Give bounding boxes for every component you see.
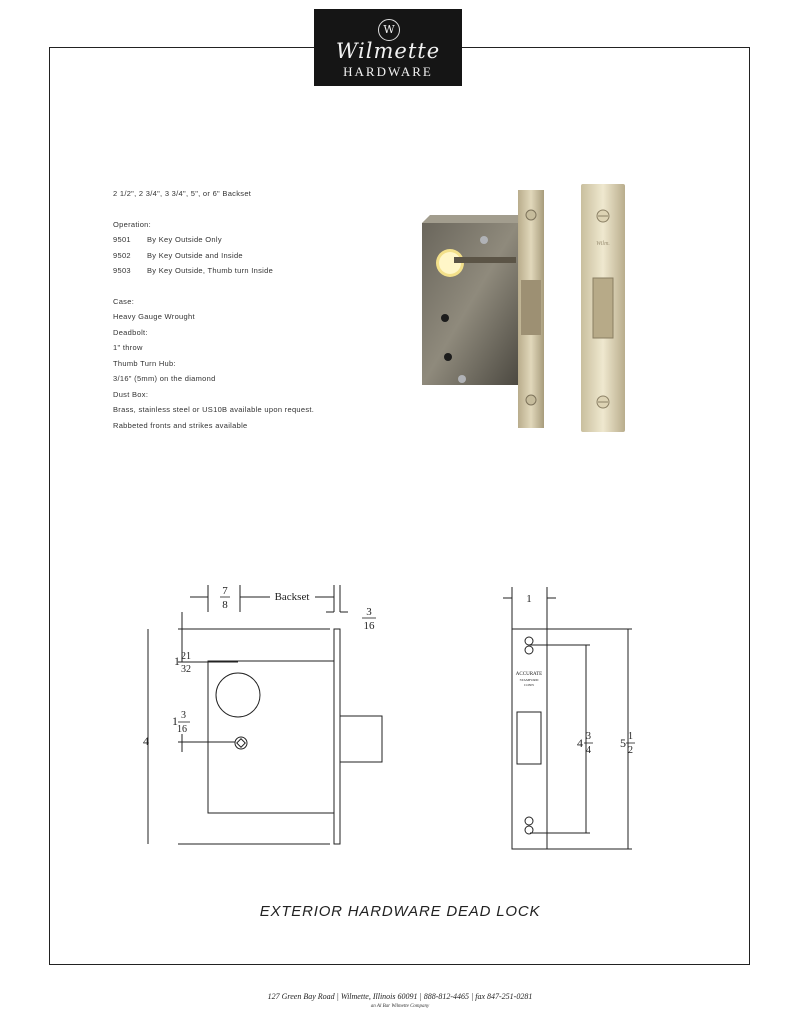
dim-1-3-16-num: 3 [181, 710, 186, 721]
dim-4-3-4-num: 3 [586, 731, 591, 742]
backset-dim-label: Backset [274, 591, 310, 603]
frac-3-16-den: 16 [363, 620, 375, 632]
product-title: EXTERIOR HARDWARE DEAD LOCK [259, 903, 541, 920]
svg-text:Wilm.: Wilm. [596, 241, 610, 247]
dim-5-1-2-den: 2 [628, 745, 633, 756]
dim-4-3-4-den: 4 [586, 745, 591, 756]
footer-address: 127 Green Bay Road | Wilmette, Illinois 60091 | 888-812-4465 | fax 847-251-0281 [267, 992, 533, 1001]
dust-box-value: Brass, stainless steel or US10B available upon request. [113, 405, 315, 414]
frac-7-8-den: 8 [222, 599, 228, 611]
brand-subtitle: HARDWARE [343, 64, 433, 79]
deadbolt-label: Deadbolt: [113, 327, 148, 337]
dim-1: 1 [526, 593, 532, 605]
spec-list [113, 186, 314, 433]
accurate-label: ACCURATE [515, 672, 543, 677]
dim-1-3-16-whole: 1 [172, 714, 178, 728]
dim-5-1-2-whole: 5 [620, 736, 626, 750]
lock-body-photo [418, 185, 553, 430]
operation-row: 9502 By Key Outside and Inside [113, 250, 243, 260]
operation-row: 9503 By Key Outside, Thumb turn Inside [113, 266, 274, 275]
footer-company: an Al Bar Wilmette Company [370, 1004, 430, 1009]
front-view-drawing [500, 585, 650, 857]
side-view-drawing [140, 582, 400, 862]
operation-label: Operation: [113, 219, 152, 229]
case-value: Heavy Gauge Wrought [113, 312, 195, 321]
brand-script: Wilmette [335, 39, 441, 63]
stamford-label: STAMFORD [519, 678, 539, 682]
dim-1-3-16-den: 16 [177, 724, 187, 735]
dim-1-21-32-den: 32 [181, 664, 191, 675]
rabbeted-note: Rabbeted fronts and strikes available [113, 420, 248, 430]
operation-row: 9501 By Key Outside Only [113, 235, 222, 244]
backset-spec: 2 1/2", 2 3/4", 3 3/4", 5", or 6" Backset [113, 189, 252, 198]
conn-label: CONN [524, 683, 534, 687]
brand-logo [314, 9, 462, 86]
deadbolt-value: 1" throw [113, 343, 143, 352]
thumb-turn-label: Thumb Turn Hub: [113, 358, 176, 368]
dim-4-3-4-whole: 4 [577, 736, 583, 750]
lock-faceplate-photo [578, 180, 628, 435]
frac-3-16-num: 3 [366, 606, 372, 618]
thumb-turn-value: 3/16" (5mm) on the diamond [113, 374, 216, 383]
frac-7-8-num: 7 [222, 585, 228, 597]
dim-1-21-32-num: 21 [181, 651, 191, 662]
case-label: Case: [113, 296, 135, 306]
dim-1-21-32-whole: 1 [174, 654, 180, 668]
dust-box-label: Dust Box: [113, 389, 149, 399]
dim-5-1-2-num: 1 [628, 731, 633, 742]
dim-4: 4 [143, 734, 149, 748]
brand-emblem: W [378, 19, 400, 41]
